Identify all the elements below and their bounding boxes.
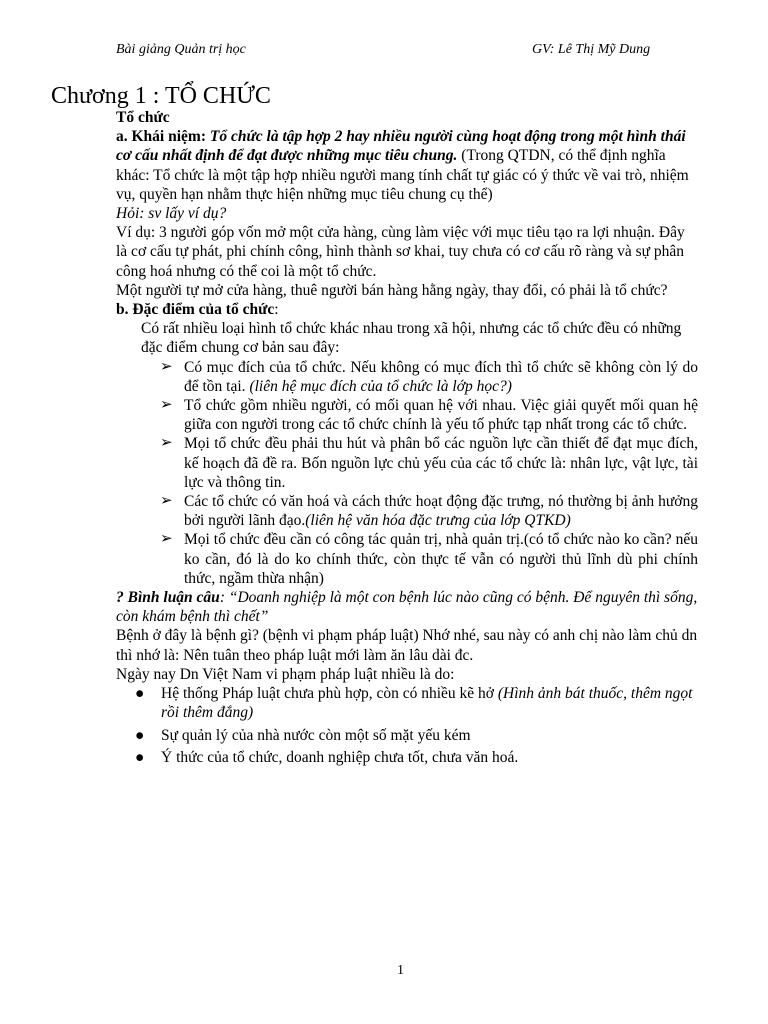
round-bullet-icon: ●: [135, 726, 145, 744]
violation-note: (Hình ảnh bát thuốc, thêm ngọt rồi thêm đắng): [161, 685, 693, 722]
features-colon: :: [274, 301, 279, 319]
violation-item: [135, 748, 698, 767]
feature-text: Các tổ chức có văn hoá và cách thức hoạt động đặc trưng, nó thường bị ảnh hưởng bởi người lãnh đạo.: [184, 493, 698, 530]
feature-note: (liên hệ văn hóa đặc trưng của lớp QTKD): [305, 512, 571, 530]
commentary-label: ? Bình luận câu: [116, 589, 220, 607]
violation-item: [135, 726, 698, 745]
section-heading: Tổ chức: [116, 109, 170, 126]
example-question: Một người tự mở cửa hàng, thuê người bán hàng hằng ngày, thay đổi, có phải là tổ chức?: [116, 281, 668, 299]
feature-text: Mọi tổ chức đều cần có công tác quản trị, nhà quản trị.(có tổ chức nào ko cần? nếu ko cần, đó là do ko chính thức, còn thực tế vẫn có người thủ lĩnh dù phi chính thức, ngầm thừa nhận): [184, 531, 698, 587]
feature-note: (liên hệ mục đích của tổ chức là lớp học?): [249, 377, 512, 395]
violation-text: Sự quản lý của nhà nước còn một số mặt yếu kém: [161, 726, 471, 744]
concept-colon: :: [200, 128, 210, 146]
features-intro: Có rất nhiều loại hình tổ chức khác nhau trong xã hội, nhưng các tổ chức đều có những đặc điểm chung cơ bản sau đây:: [141, 320, 682, 357]
round-bullet-icon: ●: [135, 685, 145, 703]
arrowhead-bullet-icon: ➢: [160, 531, 173, 548]
arrowhead-bullet-icon: ➢: [160, 493, 173, 510]
header-course-title: Bài giảng Quản trị học: [116, 42, 246, 57]
feature-item: [160, 530, 698, 588]
features-list: [116, 358, 698, 588]
chapter-title: Chương 1 : TỔ CHỨC: [51, 83, 271, 109]
features-heading: [116, 300, 698, 319]
feature-item: [160, 492, 698, 530]
page-content: [116, 108, 698, 770]
violation-text: Hệ thống Pháp luật chưa phù hợp, còn có nhiều kẽ hở: [161, 685, 498, 703]
feature-item: [160, 434, 698, 492]
disease-paragraph: Bệnh ở đây là bệnh gì? (bệnh vi phạm pháp luật) Nhớ nhé, sau này có anh chị nào làm chủ dn thì nhớ là: Nên tuân theo pháp luật mới làm ăn lâu dài đc.: [116, 627, 698, 664]
commentary-paragraph: [116, 588, 698, 626]
commentary-quote: : “Doanh nghiệp là một con bệnh lúc nào cũng có bệnh. Để nguyên thì sống, còn khám bệnh thì chết”: [116, 589, 698, 626]
page-number: 1: [397, 963, 404, 978]
example-paragraph: Ví dụ: 3 người góp vốn mở một cửa hàng, cùng làm việc với mục tiêu tạo ra lợi nhuận. Đây là cơ cấu tự phát, phi chính công, hình thành sơ khai, tuy chưa có cơ cấu rõ ràng và sự phân công hoá nhưng có thể coi là một tổ chức.: [116, 224, 685, 280]
concept-paragraph: [116, 127, 698, 204]
feature-text: Mọi tổ chức đều phải thu hút và phân bổ các nguồn lực cần thiết để đạt mục đích, kế hoạch đã đề ra. Bốn nguồn lực chủ yếu của các tổ chức là: nhân lực, vật lực, tài lực và thông tin.: [184, 435, 698, 491]
arrowhead-bullet-icon: ➢: [160, 435, 173, 452]
violations-list: [116, 684, 698, 767]
violations-intro: Ngày nay Dn Việt Nam vi phạm pháp luật nhiều là do:: [116, 665, 455, 683]
feature-item: [160, 358, 698, 396]
arrowhead-bullet-icon: ➢: [160, 358, 173, 375]
violation-text: Ý thức của tổ chức, doanh nghiệp chưa tốt, chưa văn hoá.: [161, 748, 519, 766]
concept-label: a. Khái niệm: [116, 128, 201, 146]
feature-text: Có mục đích của tổ chức. Nếu không có mục đích thì tổ chức sẽ không còn lý do để tồn tại.: [184, 358, 698, 395]
question-text: Hỏi: sv lấy ví dụ?: [116, 205, 227, 223]
features-label: b. Đặc điểm của tổ chức: [116, 301, 275, 319]
header-lecturer: GV: Lê Thị Mỹ Dung: [532, 42, 651, 57]
concept-definition: Tổ chức là tập hợp 2 hay nhiều người cùng hoạt động trong một hình thái cơ cấu nhất định để đạt được những mục tiêu chung.: [116, 128, 686, 165]
arrowhead-bullet-icon: ➢: [160, 397, 173, 414]
feature-text: Tổ chức gồm nhiều người, có mối quan hệ với nhau. Việc giải quyết mối quan hệ giữa con người trong các tổ chức chính là yếu tố phức tạp nhất trong các tổ chức.: [184, 397, 698, 434]
violation-item: [135, 684, 698, 722]
round-bullet-icon: ●: [135, 748, 145, 766]
concept-extra: (Trong QTDN, có thể định nghĩa khác: Tổ chức là một tập hợp nhiều người mang tính chất tự giác có ý thức về vai trò, nhiệm vụ, quyền hạn nhằm thực hiện những mục tiêu chung cụ thể): [116, 147, 689, 203]
feature-item: [160, 396, 698, 434]
